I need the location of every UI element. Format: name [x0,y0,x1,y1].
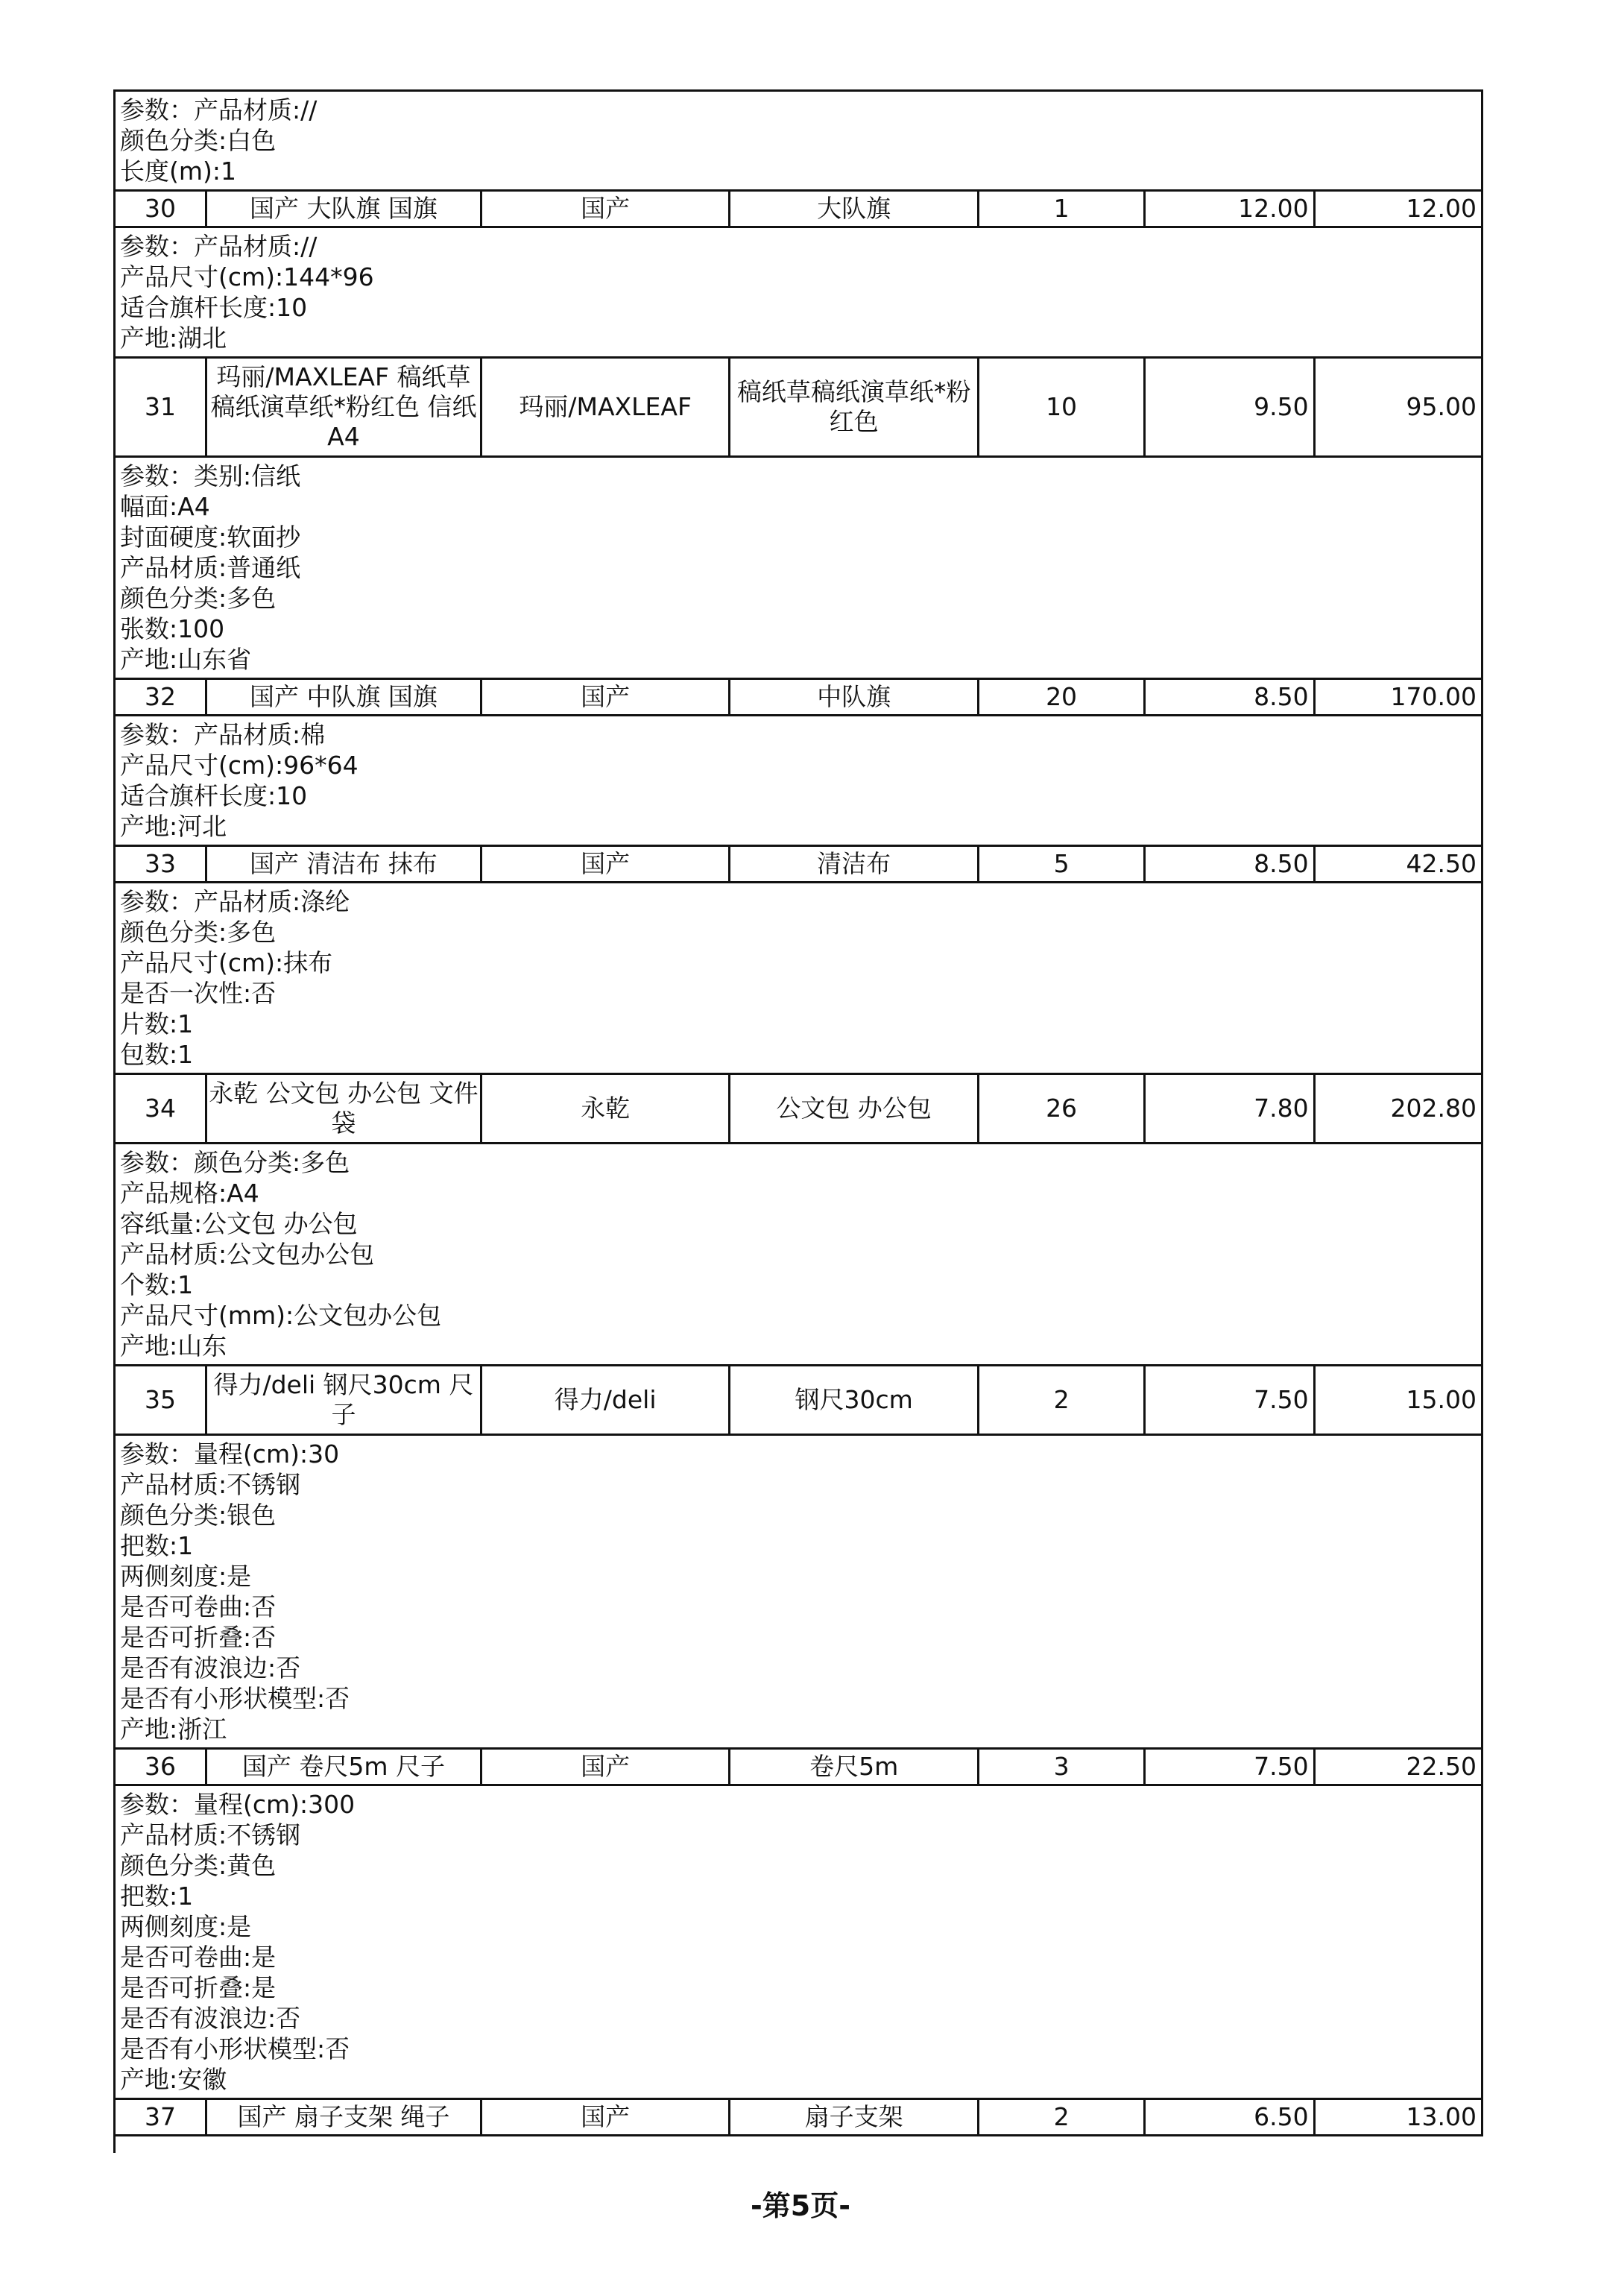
item-parameters: 参数：产品材质:涤纶 颜色分类:多色 产品尺寸(cm):抹布 是否一次性:否 片数:1 包数:1 [113,883,1483,1075]
item-parameters: 参数：量程(cm):30 产品材质:不锈钢 颜色分类:银色 把数:1 两侧刻度:是 是否可卷曲:否 是否可折叠:否 是否有波浪边:否 是否有小形状模型:否 产地:浙江 [113,1436,1483,1750]
item-parameters: 参数：类别:信纸 幅面:A4 封面硬度:软面抄 产品材质:普通纸 颜色分类:多色 张数:100 产地:山东省 [113,458,1483,680]
table-row [113,359,1483,458]
item-unit-price: 8.50 [1146,680,1315,714]
item-name: 国产 扇子支架 绳子 [207,2100,482,2134]
item-unit-price: 7.50 [1146,1366,1315,1434]
table-row [113,680,1483,716]
item-parameters: 参数：产品材质:// 颜色分类:白色 长度(m):1 [113,89,1483,192]
item-parameters: 参数：量程(cm):300 产品材质:不锈钢 颜色分类:黄色 把数:1 两侧刻度:是 是否可卷曲:是 是否可折叠:是 是否有波浪边:否 是否有小形状模型:否 产地:安徽 [113,1786,1483,2100]
table-row [113,847,1483,883]
page-number: -第5页- [751,2189,850,2222]
table-row [113,1750,1483,1786]
item-unit-price: 12.00 [1146,192,1315,226]
table-row [113,192,1483,228]
item-number: 34 [116,1075,207,1142]
item-model: 稿纸草稿纸演草纸*粉红色 [730,359,979,455]
item-number: 36 [116,1750,207,1784]
item-number: 31 [116,359,207,455]
item-name: 永乾 公文包 办公包 文件袋 [207,1075,482,1142]
item-quantity: 26 [979,1075,1146,1142]
item-brand: 玛丽/MAXLEAF [482,359,731,455]
item-quantity: 5 [979,847,1146,881]
item-unit-price: 6.50 [1146,2100,1315,2134]
item-number: 30 [116,192,207,226]
table-row [113,1075,1483,1144]
item-model: 大队旗 [730,192,979,226]
item-quantity: 1 [979,192,1146,226]
item-total: 42.50 [1406,849,1477,878]
item-model: 卷尺5m [730,1750,979,1784]
item-total: 15.00 [1406,1385,1477,1414]
order-items-table [113,89,1483,2136]
item-quantity: 2 [979,1366,1146,1434]
item-brand: 国产 [482,2100,731,2134]
item-number: 37 [116,2100,207,2134]
item-model: 中队旗 [730,680,979,714]
item-parameters: 参数：产品材质:// 产品尺寸(cm):144*96 适合旗杆长度:10 产地:湖北 [113,228,1483,359]
item-brand: 国产 [482,192,731,226]
item-number: 35 [116,1366,207,1434]
item-total: 170.00 [1390,682,1477,711]
item-model: 公文包 办公包 [730,1075,979,1142]
item-total: 12.00 [1406,194,1477,223]
item-quantity: 20 [979,680,1146,714]
item-total: 22.50 [1406,1752,1477,1781]
item-model: 清洁布 [730,847,979,881]
table-row [113,1366,1483,1436]
item-model: 扇子支架 [730,2100,979,2134]
item-unit-price: 8.50 [1146,847,1315,881]
item-unit-price: 9.50 [1146,359,1315,455]
item-quantity: 2 [979,2100,1146,2134]
item-brand: 永乾 [482,1075,731,1142]
item-name: 国产 大队旗 国旗 [207,192,482,226]
item-unit-price: 7.50 [1146,1750,1315,1784]
item-total: 202.80 [1390,1094,1477,1123]
item-model: 钢尺30cm [730,1366,979,1434]
item-name: 国产 卷尺5m 尺子 [207,1750,482,1784]
item-unit-price: 7.80 [1146,1075,1315,1142]
item-brand: 国产 [482,1750,731,1784]
item-name: 得力/deli 钢尺30cm 尺子 [207,1366,482,1434]
item-name: 国产 清洁布 抹布 [207,847,482,881]
table-row [113,2100,1483,2136]
item-name: 玛丽/MAXLEAF 稿纸草稿纸演草纸*粉红色 信纸 A4 [207,359,482,455]
item-quantity: 10 [979,359,1146,455]
item-parameters: 参数：颜色分类:多色 产品规格:A4 容纸量:公文包 办公包 产品材质:公文包办公包 个数:1 产品尺寸(mm):公文包办公包 产地:山东 [113,1144,1483,1366]
item-brand: 国产 [482,847,731,881]
item-brand: 得力/deli [482,1366,731,1434]
item-total: 95.00 [1406,392,1477,421]
item-name: 国产 中队旗 国旗 [207,680,482,714]
item-total: 13.00 [1406,2102,1477,2131]
item-quantity: 3 [979,1750,1146,1784]
table-continuation-line [113,2136,116,2153]
item-number: 32 [116,680,207,714]
item-brand: 国产 [482,680,731,714]
item-parameters: 参数：产品材质:棉 产品尺寸(cm):96*64 适合旗杆长度:10 产地:河北 [113,716,1483,847]
item-number: 33 [116,847,207,881]
